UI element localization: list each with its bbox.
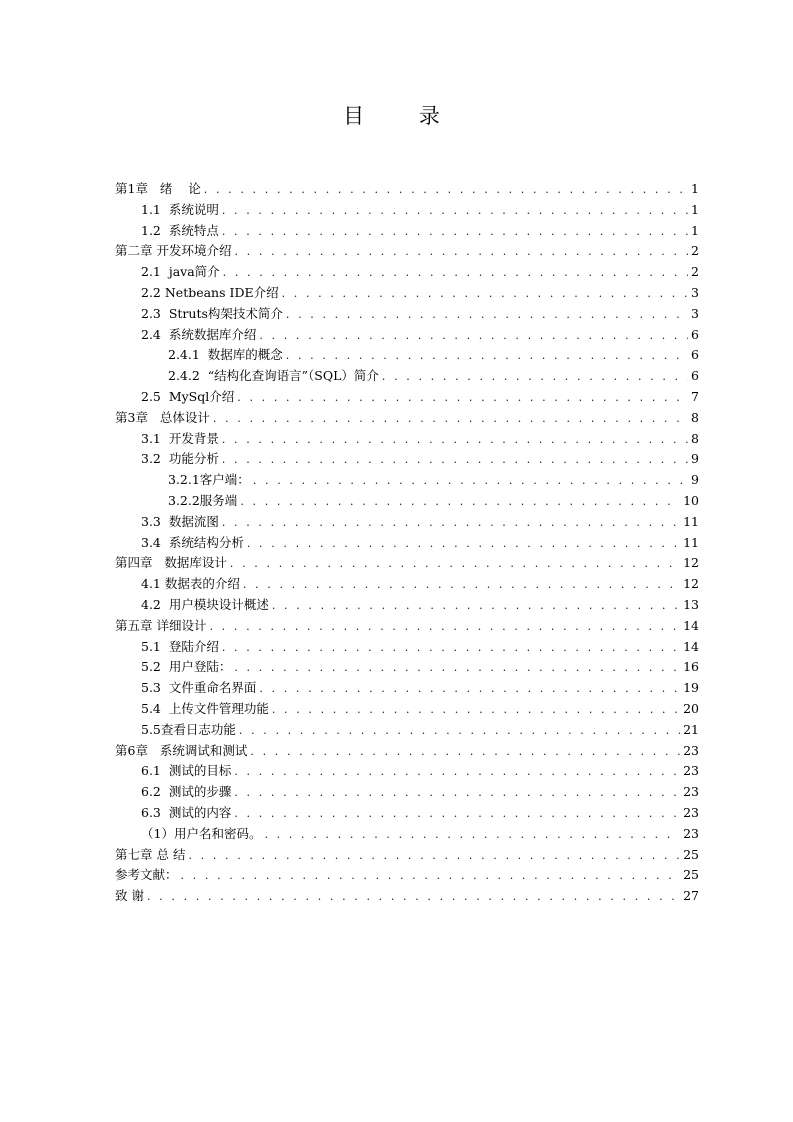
toc-dot-leader [204, 180, 688, 201]
toc-dot-leader [234, 783, 680, 804]
toc-entry-page-number: 14 [683, 617, 699, 633]
toc-entry[interactable] [115, 345, 699, 366]
toc-dot-leader [239, 721, 680, 742]
toc-entry-page-number: 21 [683, 721, 699, 737]
toc-entry-page-number: 3 [691, 284, 699, 300]
toc-entry[interactable] [115, 595, 699, 616]
toc-entry-page-number: 23 [683, 742, 699, 758]
toc-dot-leader [247, 534, 680, 555]
toc-entry-label: 参考文献： [115, 867, 178, 883]
toc-entry[interactable] [115, 574, 699, 595]
toc-entry-label: 第1章 绪 论 [115, 181, 201, 196]
toc-entry-label: 5.4 上传文件管理功能 [141, 700, 269, 716]
toc-dot-leader [272, 596, 680, 617]
toc-entry-label: 第七章 总 结 [115, 846, 186, 862]
toc-entry[interactable] [115, 886, 699, 907]
toc-entry-page-number: 13 [683, 596, 699, 612]
toc-entry-label: 第四章 数据库设计 [115, 555, 227, 571]
toc-entry[interactable] [115, 241, 699, 262]
toc-entry-page-number: 12 [683, 576, 699, 592]
toc-entry[interactable] [115, 533, 699, 554]
toc-dot-leader [237, 388, 688, 409]
toc-entry-label: 1.2 系统特点 [141, 222, 219, 238]
toc-entry-page-number: 6 [691, 368, 699, 384]
toc-entry-label: 致 谢 [115, 888, 144, 904]
toc-dot-leader [250, 742, 680, 763]
toc-dot-leader [234, 658, 680, 679]
toc-entry[interactable] [115, 491, 699, 512]
toc-entry-page-number: 6 [691, 326, 699, 342]
toc-entry[interactable] [115, 699, 699, 720]
toc-entry[interactable] [115, 200, 699, 221]
toc-entry-label: 5.3 文件重命名界面 [141, 680, 257, 696]
toc-entry-label: 6.3 测试的内容 [141, 804, 232, 820]
toc-entry[interactable] [115, 720, 699, 741]
toc-entry-label: 第五章 详细设计 [115, 617, 207, 633]
toc-dot-leader [222, 450, 688, 471]
toc-entry[interactable] [115, 325, 699, 346]
toc-entry[interactable] [115, 803, 699, 824]
toc-entry-page-number: 9 [691, 472, 699, 488]
toc-entry-page-number: 2 [691, 264, 699, 280]
toc-entry-label: 5.2 用户登陆： [141, 659, 232, 675]
toc-entry-page-number: 11 [683, 534, 699, 550]
toc-dot-leader [188, 846, 680, 867]
toc-entry-page-number: 8 [691, 409, 699, 425]
toc-entry[interactable] [115, 221, 699, 242]
toc-entry[interactable] [115, 637, 699, 658]
toc-entry-label: 5.1 登陆介绍 [141, 638, 219, 654]
toc-entry-label: 2.3 Struts构架技术简介 [141, 305, 283, 321]
toc-dot-leader [382, 367, 688, 388]
toc-entry-page-number: 16 [683, 659, 699, 675]
toc-entry[interactable] [115, 865, 699, 886]
toc-entry-label: 3.1 开发背景 [141, 430, 219, 446]
toc-entry-page-number: 10 [683, 492, 699, 508]
toc-dot-leader [213, 409, 688, 430]
toc-entry-page-number: 19 [683, 680, 699, 696]
toc-entry-page-number: 20 [683, 700, 699, 716]
toc-entry[interactable] [115, 366, 699, 387]
toc-entry[interactable] [115, 512, 699, 533]
toc-entry[interactable] [115, 179, 699, 200]
toc-entry-page-number: 23 [683, 784, 699, 800]
toc-entry[interactable] [115, 470, 699, 491]
toc-dot-leader [240, 492, 680, 513]
toc-entry-label: 6.2 测试的步骤 [141, 784, 232, 800]
toc-dot-leader [181, 866, 681, 887]
page-title: 目 录 [343, 104, 464, 128]
toc-entry-page-number: 14 [683, 638, 699, 654]
toc-entry-label: 3.2 功能分析 [141, 451, 219, 467]
toc-dot-leader [223, 263, 688, 284]
toc-entry-page-number: 1 [691, 201, 699, 217]
toc-entry-label: 2.2 Netbeans IDE介绍 [141, 284, 279, 300]
toc-dot-leader [234, 242, 688, 263]
toc-entry-page-number: 23 [683, 763, 699, 779]
toc-entry-page-number: 9 [691, 451, 699, 467]
toc-entry-page-number: 12 [683, 555, 699, 571]
toc-entry-page-number: 7 [691, 388, 699, 404]
toc-entry-page-number: 25 [683, 867, 699, 883]
toc-entry-label: 4.1 数据表的介绍 [141, 576, 240, 592]
toc-dot-leader [222, 513, 680, 534]
toc-entry-label: 3.2.2服务端 [168, 492, 238, 508]
toc-entry[interactable] [115, 553, 699, 574]
toc-entry[interactable] [115, 824, 699, 845]
toc-entry[interactable] [115, 845, 699, 866]
toc-dot-leader [230, 554, 680, 575]
toc-entry-label: 1.1 系统说明 [141, 201, 219, 217]
toc-dot-leader [253, 471, 688, 492]
toc-dot-leader [147, 887, 680, 908]
toc-dot-leader [264, 825, 680, 846]
toc-entry-label: 2.5 MySql介绍 [141, 388, 235, 404]
toc-dot-leader [222, 222, 688, 243]
toc-entry[interactable] [115, 262, 699, 283]
toc-entry-page-number: 27 [683, 888, 699, 904]
toc-entry-label: 4.2 用户模块设计概述 [141, 596, 269, 612]
toc-entry[interactable] [115, 657, 699, 678]
toc-entry-label: 3.4 系统结构分析 [141, 534, 244, 550]
toc-entry-label: 5.5查看日志功能 [141, 721, 236, 737]
toc-entry-label: 3.3 数据流图 [141, 513, 219, 529]
toc-entry-label: 2.1 java简介 [141, 264, 220, 280]
toc-dot-leader [243, 575, 680, 596]
toc-dot-leader [222, 638, 680, 659]
toc-dot-leader [282, 284, 688, 305]
toc-dot-leader [222, 201, 688, 222]
toc-dot-leader [259, 326, 688, 347]
toc-entry[interactable] [115, 283, 699, 304]
toc-entry-page-number: 1 [691, 222, 699, 238]
toc-entry-page-number: 1 [691, 181, 699, 196]
toc-dot-leader [234, 762, 680, 783]
toc-entry[interactable] [115, 678, 699, 699]
toc-entry[interactable] [115, 449, 699, 470]
toc-entry-page-number: 6 [691, 347, 699, 363]
toc-entry-page-number: 23 [683, 804, 699, 820]
toc-entry-label: 第二章 开发环境介绍 [115, 243, 232, 259]
toc-entry-label: 第6章 系统调试和测试 [115, 742, 248, 758]
toc-entry-page-number: 23 [683, 825, 699, 841]
toc-entry-page-number: 2 [691, 243, 699, 259]
toc-entry-page-number: 8 [691, 430, 699, 446]
toc-entry-label: 第3章 总体设计 [115, 409, 210, 425]
toc-entry-label: 2.4 系统数据库介绍 [141, 326, 257, 342]
toc-entry-label: 3.2.1客户端： [168, 472, 250, 488]
toc-dot-leader [222, 430, 688, 451]
toc-entry-page-number: 11 [683, 513, 699, 529]
toc-entry-page-number: 25 [683, 846, 699, 862]
toc-entry[interactable] [115, 304, 699, 325]
table-of-contents [115, 179, 699, 907]
toc-entry-page-number: 3 [691, 305, 699, 321]
toc-entry[interactable] [115, 761, 699, 782]
toc-entry-label: 2.4.2 “结构化查询语言”（SQL）简介 [168, 368, 379, 384]
toc-dot-leader [234, 804, 680, 825]
toc-entry-label: 2.4.1 数据库的概念 [168, 347, 283, 363]
toc-entry[interactable] [115, 387, 699, 408]
toc-entry-label: （1）用户名和密码。 [141, 825, 262, 841]
toc-entry-label: 6.1 测试的目标 [141, 763, 232, 779]
toc-entry[interactable] [115, 429, 699, 450]
toc-entry[interactable] [115, 408, 699, 429]
toc-dot-leader [209, 617, 680, 638]
toc-entry[interactable] [115, 616, 699, 637]
toc-entry[interactable] [115, 782, 699, 803]
toc-dot-leader [286, 305, 688, 326]
toc-entry[interactable] [115, 741, 699, 762]
toc-dot-leader [272, 700, 680, 721]
toc-dot-leader [259, 679, 680, 700]
toc-dot-leader [286, 346, 688, 367]
